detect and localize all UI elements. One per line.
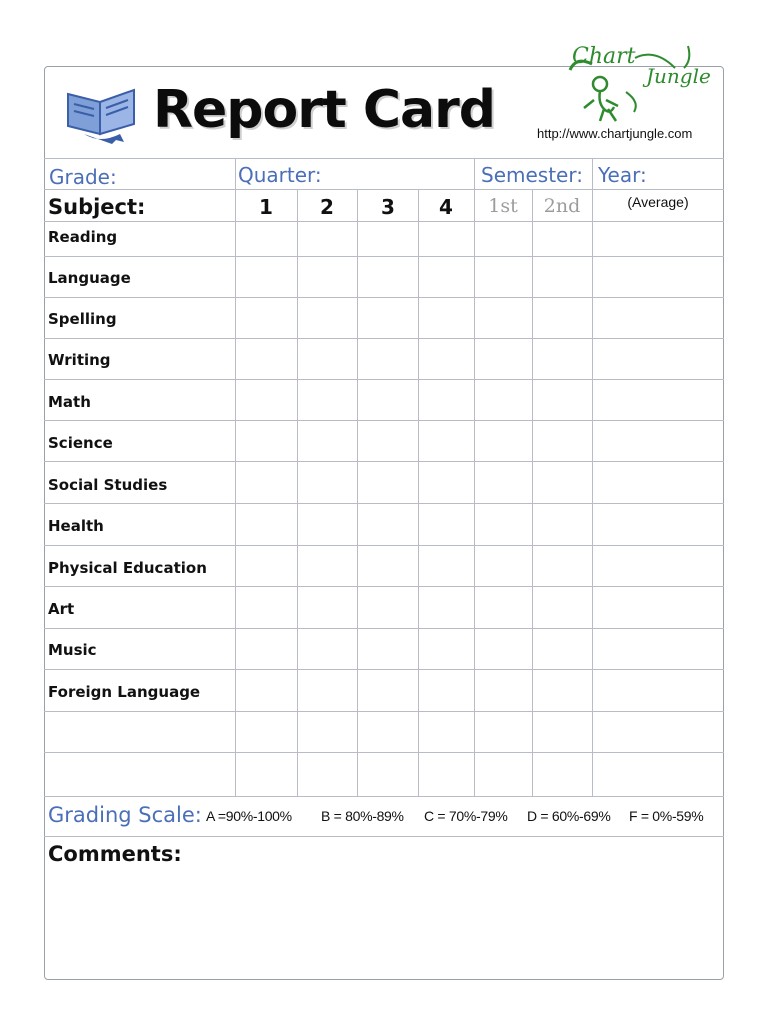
- year-label: Year:: [598, 163, 647, 187]
- quarter-2-header: 2: [320, 195, 334, 219]
- divider: [44, 711, 724, 712]
- divider: [44, 503, 724, 504]
- divider: [44, 461, 724, 462]
- quarter-1-header: 1: [259, 195, 273, 219]
- column-divider: [357, 189, 358, 796]
- subject-label-math: Math: [48, 393, 91, 411]
- column-divider: [592, 158, 593, 189]
- column-divider: [592, 189, 593, 796]
- semester-2nd-header: 2nd: [543, 195, 581, 217]
- website-url: http://www.chartjungle.com: [537, 126, 693, 141]
- column-divider: [532, 189, 533, 796]
- divider: [44, 586, 724, 587]
- subject-label-spelling: Spelling: [48, 310, 117, 328]
- column-divider: [297, 189, 298, 796]
- quarter-4-header: 4: [439, 195, 453, 219]
- comments-label: Comments:: [48, 842, 182, 866]
- column-divider: [235, 158, 236, 189]
- divider: [44, 628, 724, 629]
- logo-word-chart: Chart: [572, 44, 636, 69]
- grade-label: Grade:: [49, 165, 117, 189]
- grading-scale-d: D = 60%-69%: [527, 808, 611, 824]
- divider: [44, 221, 724, 222]
- grading-scale-label: Grading Scale:: [48, 803, 202, 827]
- divider: [44, 752, 724, 753]
- divider: [44, 420, 724, 421]
- column-divider: [474, 189, 475, 796]
- column-divider: [418, 189, 419, 796]
- subject-label-foreign-language: Foreign Language: [48, 683, 201, 701]
- subject-label-science: Science: [48, 434, 113, 452]
- divider: [44, 836, 724, 837]
- divider: [44, 669, 724, 670]
- subject-label-language: Language: [48, 269, 131, 287]
- divider: [44, 545, 724, 546]
- subject-label-social-studies: Social Studies: [48, 476, 168, 494]
- divider: [44, 338, 724, 339]
- subject-label-writing: Writing: [48, 351, 111, 369]
- average-column-header: (Average): [627, 194, 689, 210]
- divider: [44, 256, 724, 257]
- quarter-label: Quarter:: [238, 163, 322, 187]
- grading-scale-b: B = 80%-89%: [321, 808, 404, 824]
- divider: [44, 158, 724, 159]
- divider: [44, 189, 724, 190]
- subject-label-music: Music: [48, 641, 97, 659]
- column-divider: [474, 158, 475, 189]
- divider: [44, 379, 724, 380]
- open-book-icon: [64, 84, 140, 146]
- divider: [44, 796, 724, 797]
- quarter-3-header: 3: [381, 195, 395, 219]
- page-title: Report Card: [153, 80, 495, 140]
- grading-scale-f: F = 0%-59%: [629, 808, 704, 824]
- column-divider: [235, 189, 236, 796]
- subject-column-header: Subject:: [48, 195, 146, 219]
- semester-label: Semester:: [481, 163, 583, 187]
- grading-scale-a: A =90%-100%: [206, 808, 292, 824]
- subject-label-reading: Reading: [48, 228, 118, 246]
- semester-1st-header: 1st: [488, 195, 518, 217]
- logo-word-jungle: Jungle: [646, 64, 711, 88]
- subject-label-art: Art: [48, 600, 75, 618]
- subject-label-physical-education: Physical Education: [48, 559, 207, 577]
- divider: [44, 297, 724, 298]
- subject-label-health: Health: [48, 517, 104, 535]
- grading-scale-c: C = 70%-79%: [424, 808, 508, 824]
